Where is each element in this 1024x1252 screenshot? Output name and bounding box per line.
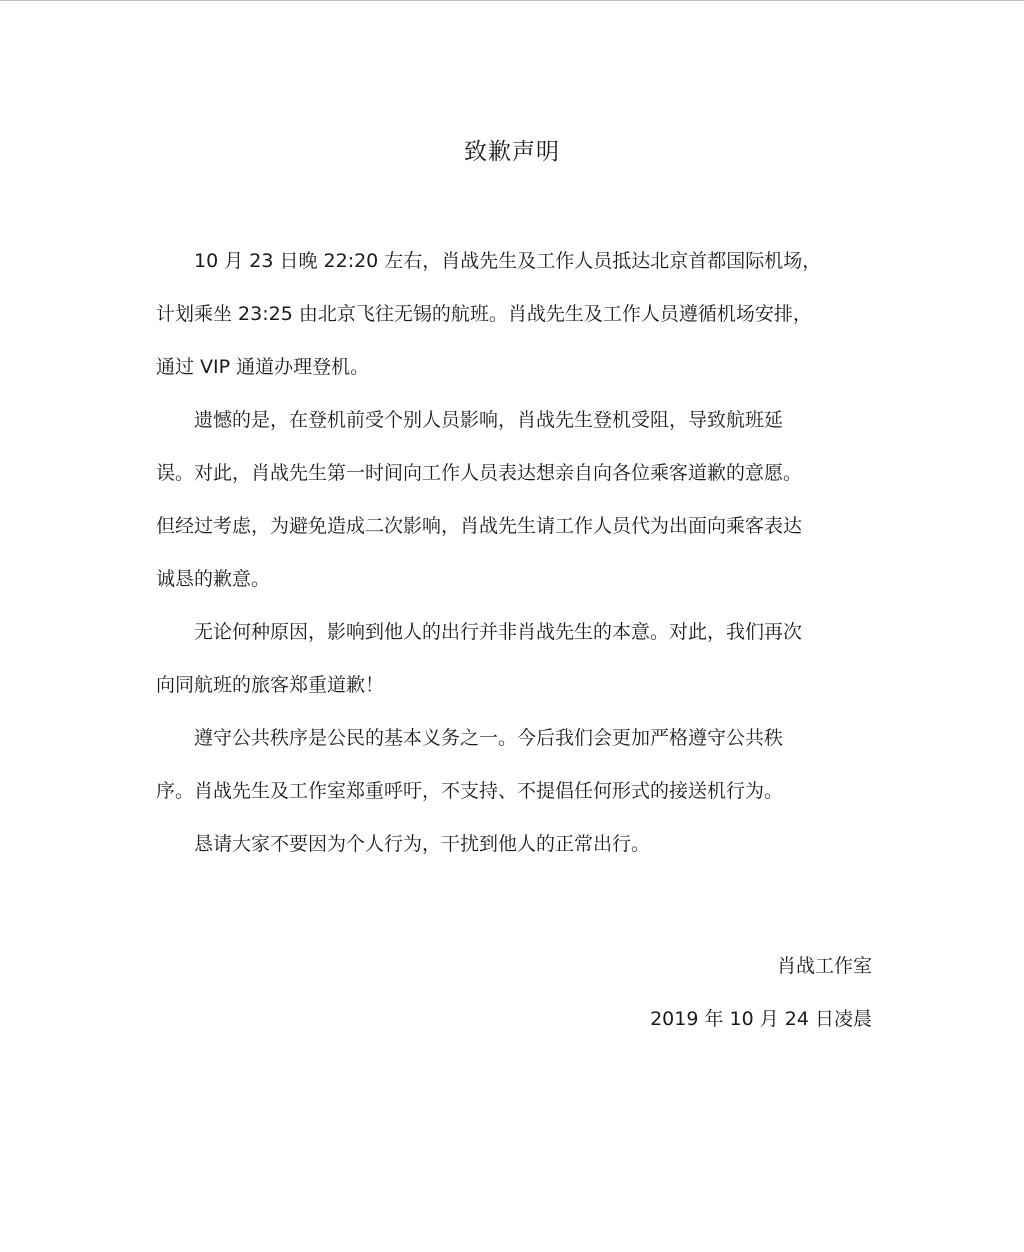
paragraph-4 [156, 712, 872, 818]
document-title: 致歉声明 [464, 139, 560, 165]
paragraph-4-line-2: 序。肖战先生及工作室郑重呼吁，不支持、不提倡任何形式的接送机行为。 [156, 780, 784, 802]
paragraph-5 [156, 818, 872, 871]
signature-block [650, 940, 872, 1046]
paragraph-2-line-2: 误。对此，肖战先生第一时间向工作人员表达想亲自向各位乘客道歉的意愿。 [156, 462, 803, 484]
paragraph-5-line-1: 恳请大家不要因为个人行为，干扰到他人的正常出行。 [194, 833, 651, 855]
paragraph-1-line-2: 计划乘坐 23:25 由北京飞往无锡的航班。肖战先生及工作人员遵循机场安排， [156, 303, 812, 325]
document-body [156, 235, 872, 871]
paragraph-2-line-1: 遗憾的是，在登机前受个别人员影响，肖战先生登机受阻，导致航班延 [194, 409, 784, 431]
paragraph-4-line-1: 遵守公共秩序是公民的基本义务之一。今后我们会更加严格遵守公共秩 [194, 727, 784, 749]
paragraph-2 [156, 394, 872, 606]
signature-name: 肖战工作室 [776, 955, 872, 977]
paragraph-1-line-1: 10 月 23 日晚 22:20 左右，肖战先生及工作人员抵达北京首都国际机场， [194, 250, 822, 272]
paragraph-2-line-3: 但经过考虑，为避免造成二次影响，肖战先生请工作人员代为出面向乘客表达 [156, 515, 803, 537]
paragraph-3 [156, 606, 872, 712]
signature-date: 2019 年 10 月 24 日凌晨 [650, 1008, 872, 1030]
paragraph-2-line-4: 诚恳的歉意。 [156, 568, 271, 590]
paragraph-3-line-2: 向同航班的旅客郑重道歉！ [156, 674, 385, 696]
paragraph-1 [156, 235, 872, 394]
paragraph-3-line-1: 无论何种原因，影响到他人的出行并非肖战先生的本意。对此，我们再次 [194, 621, 803, 643]
paragraph-1-line-3: 通过 VIP 通道办理登机。 [156, 356, 370, 378]
